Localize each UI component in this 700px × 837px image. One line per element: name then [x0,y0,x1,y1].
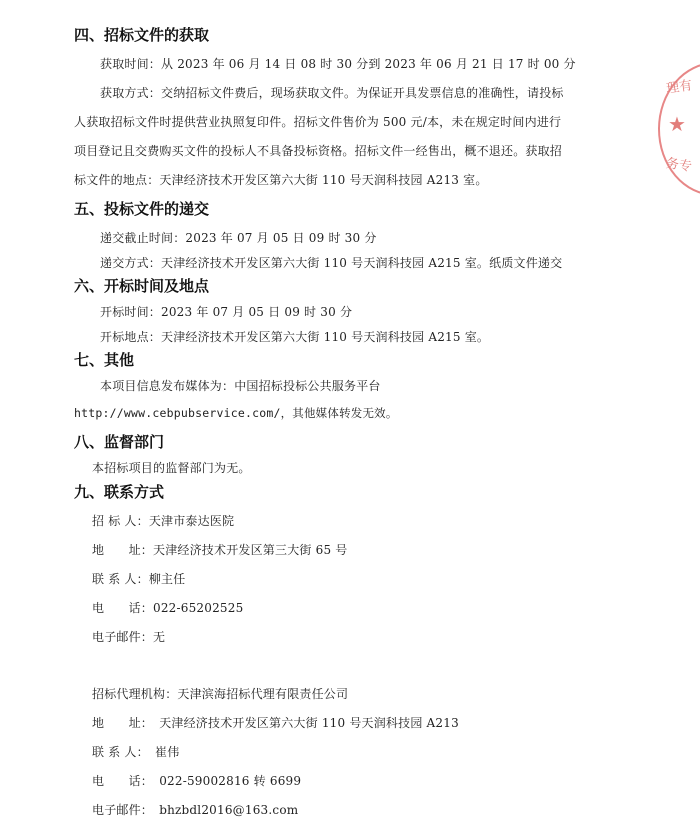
seal-text-top: 理有 [665,78,694,97]
agency-contact: 联 系 人： 崔伟 [92,745,180,759]
section-5-heading: 五、投标文件的递交 [74,200,210,218]
acquire-time: 获取时间：从 2023 年 06 月 14 日 08 时 30 分到 2023 年 06 月 21 日 17 时 00 分 [100,57,576,71]
tenderer-phone: 电 话：022-65202525 [92,601,244,615]
opening-time: 开标时间：2023 年 07 月 05 日 09 时 30 分 [100,305,353,319]
acquire-method-line-2: 人获取招标文件时提供营业执照复印件。招标文件售价为 500 元/本，未在规定时间内进行 [74,115,562,129]
tenderer-contact: 联 系 人：柳主任 [92,572,186,586]
agency-email: 电子邮件： bhzbdl2016@163.com [92,803,299,817]
section-7-heading: 七、其他 [74,351,135,369]
tenderer-address: 地 址：天津经济技术开发区第三大街 65 号 [92,543,348,557]
acquire-method-line-4: 标文件的地点：天津经济技术开发区第六大街 110 号天润科技园 A213 室。 [74,173,488,187]
acquire-method-line-1: 获取方式：交纳招标文件费后，现场获取文件。为保证开具发票信息的准确性，请投标 [100,86,564,100]
tenderer-email: 电子邮件：无 [92,630,166,644]
agency-name: 招标代理机构：天津滨海招标代理有限责任公司 [92,687,349,701]
acquire-method-line-3: 项目登记且交费购买文件的投标人不具备投标资格。招标文件一经售出，概不退还。获取招 [74,144,563,158]
submit-deadline: 递交截止时间：2023 年 07 月 05 日 09 时 30 分 [100,231,377,245]
supervision-line: 本招标项目的监督部门为无。 [92,461,251,475]
tenderer-line: 招 标 人：天津市泰达医院 [92,514,235,528]
official-seal-stamp [650,62,700,192]
section-6-heading: 六、开标时间及地点 [74,277,210,295]
section-8-heading: 八、监督部门 [74,433,165,451]
submit-place: 递交方式：天津经济技术开发区第六大街 110 号天润科技园 A215 室。纸质文件递交 [100,256,563,270]
seal-text-bottom: 务专 [664,156,693,175]
agency-address: 地 址： 天津经济技术开发区第六大街 110 号天润科技园 A213 [92,716,459,730]
agency-phone: 电 话： 022-59002816 转 6699 [92,774,302,788]
opening-place: 开标地点：天津经济技术开发区第六大街 110 号天润科技园 A215 室。 [100,330,490,344]
seal-star-icon: ★ [668,112,686,136]
section-9-heading: 九、联系方式 [74,483,165,501]
section-4-heading: 四、招标文件的获取 [74,26,210,44]
media-url-line: http://www.cebpubservice.com/，其他媒体转发无效。 [74,406,398,420]
media-line-1: 本项目信息发布媒体为：中国招标投标公共服务平台 [100,379,381,393]
